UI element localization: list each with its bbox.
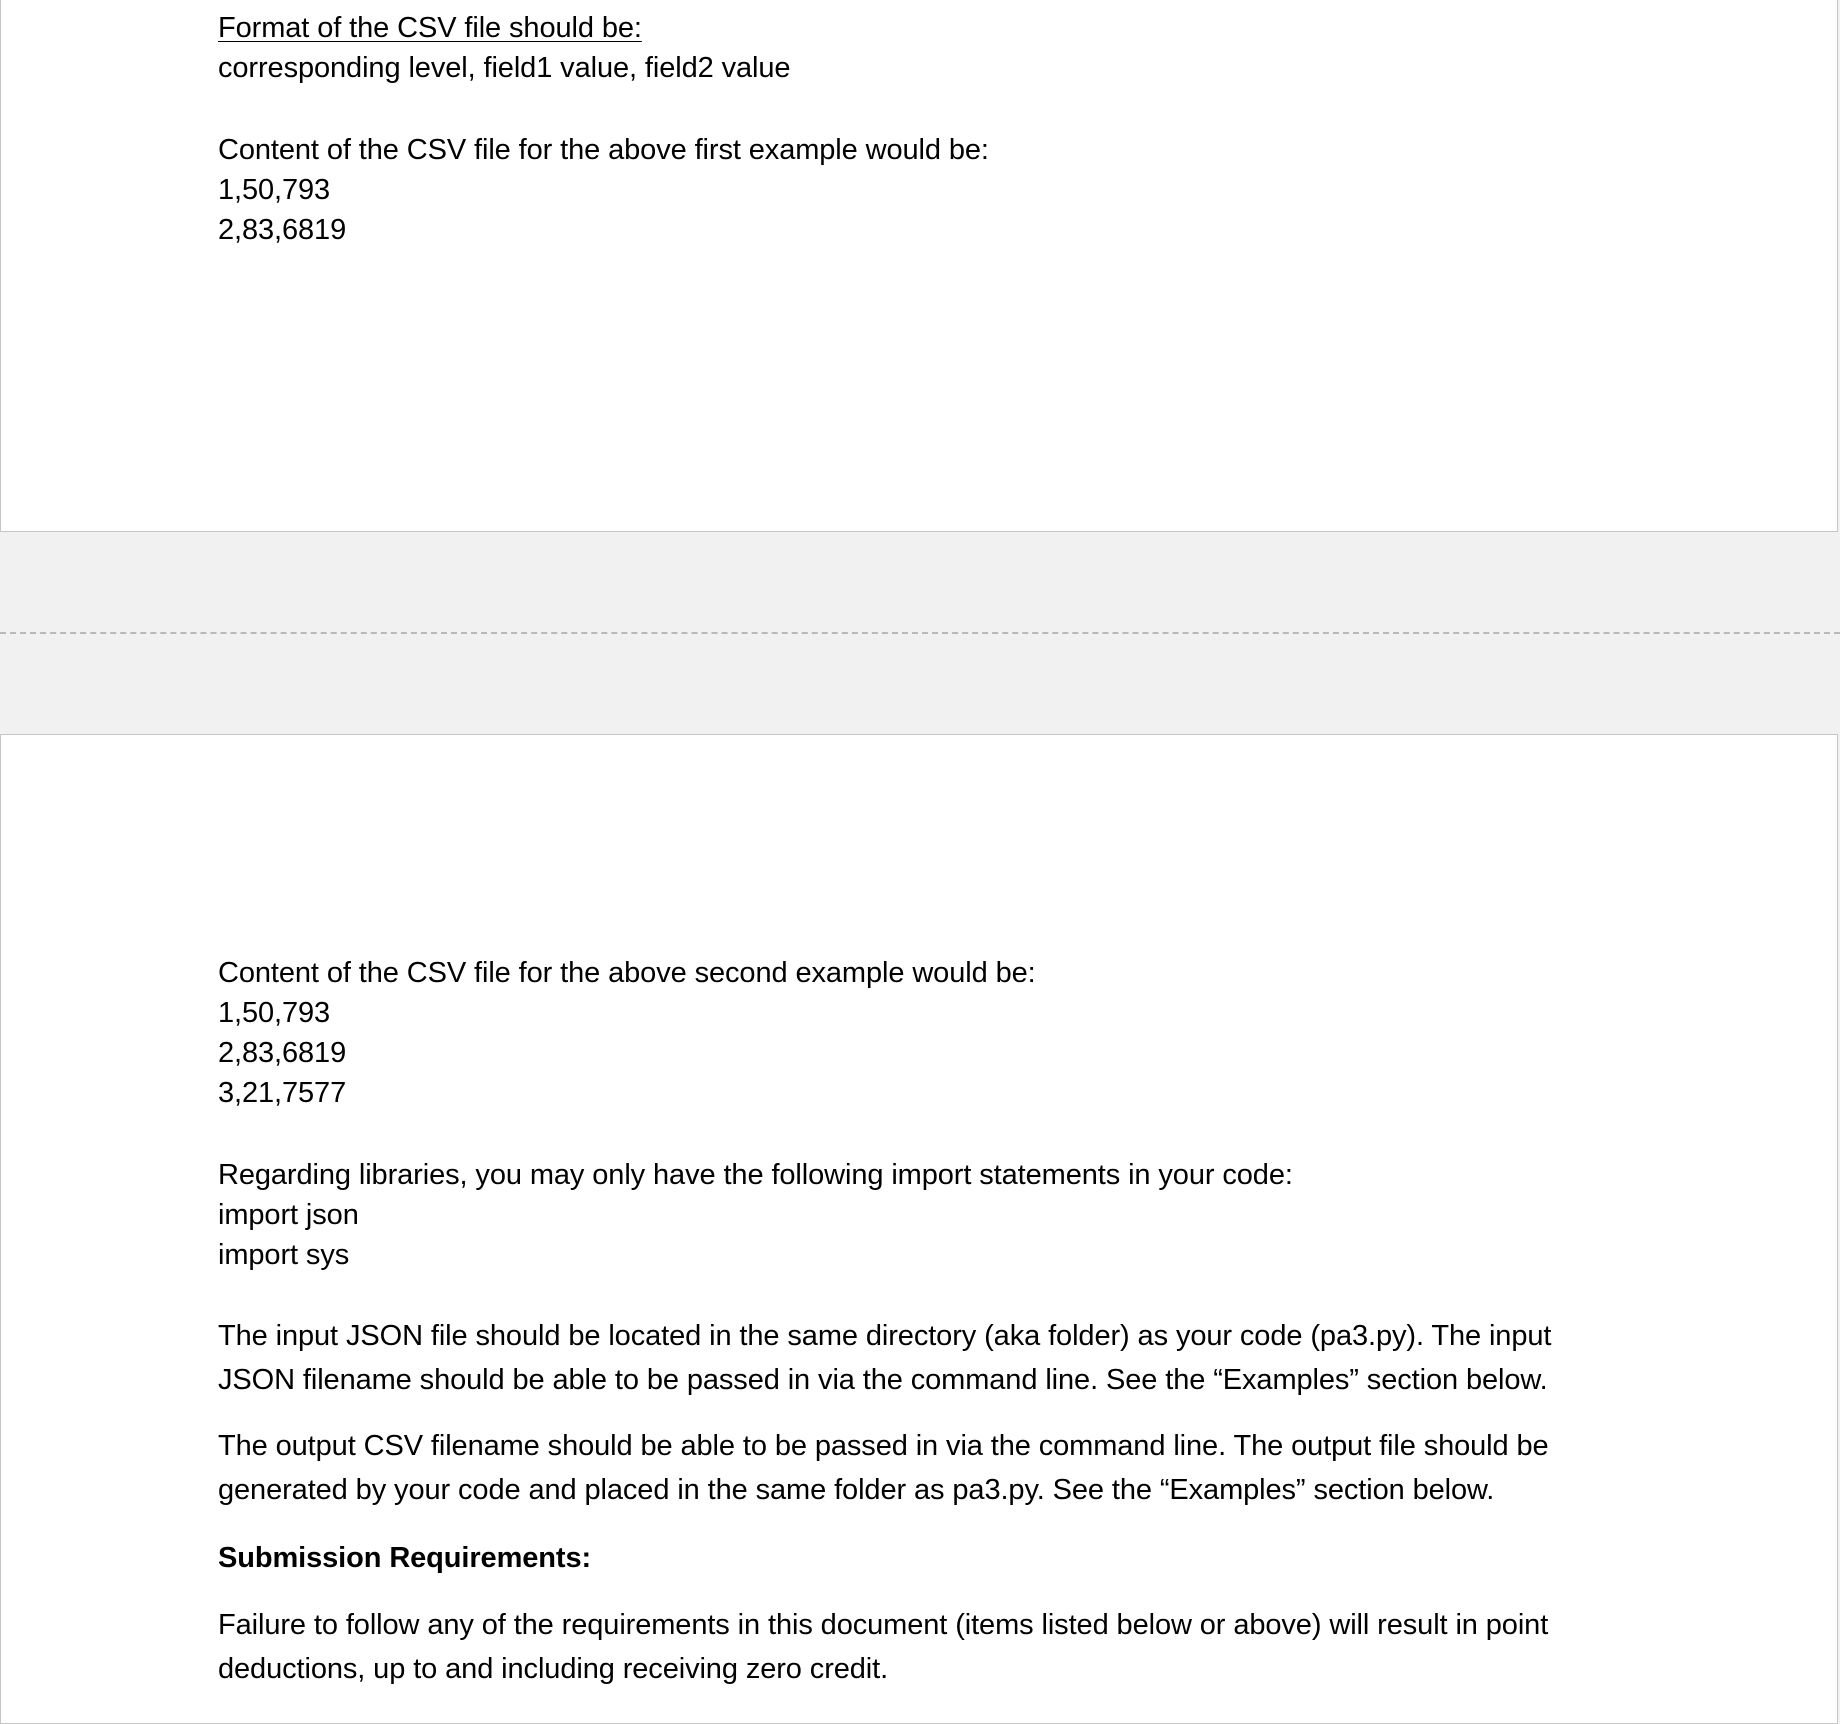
libraries-heading: Regarding libraries, you may only have the following import statements in your code: — [218, 1159, 1293, 1191]
example2-row: 1,50,793 — [218, 997, 331, 1029]
example2-row: 2,83,6819 — [218, 1037, 347, 1069]
example1-heading: Content of the CSV file for the above first example would be: — [218, 134, 989, 166]
format-line: corresponding level, field1 value, field2 value — [218, 52, 791, 84]
format-heading: Format of the CSV file should be: — [218, 12, 642, 44]
failure-paragraph: Failure to follow any of the requirements in this document (items listed below or above) will result in point deductions, up to and including receiving zero credit. — [218, 1609, 1549, 1685]
input-paragraph: The input JSON file should be located in the same directory (aka folder) as your code (pa3.py). The input JSON filename should be able to be passed in via the command line. See the “Examples” section below. — [218, 1320, 1552, 1396]
example1-row: 1,50,793 — [218, 174, 331, 206]
example2-row: 3,21,7577 — [218, 1077, 347, 1109]
import-line: import sys — [218, 1239, 350, 1271]
submission-heading: Submission Requirements: — [218, 1542, 592, 1574]
output-paragraph: The output CSV filename should be able to be passed in via the command line. The output file should be generated by your code and placed in the same folder as pa3.py. See the “Examples” section below. — [218, 1430, 1549, 1506]
example1-row: 2,83,6819 — [218, 214, 347, 246]
example2-heading: Content of the CSV file for the above second example would be: — [218, 957, 1036, 989]
page-break-divider — [0, 632, 1840, 634]
import-line: import json — [218, 1199, 359, 1231]
